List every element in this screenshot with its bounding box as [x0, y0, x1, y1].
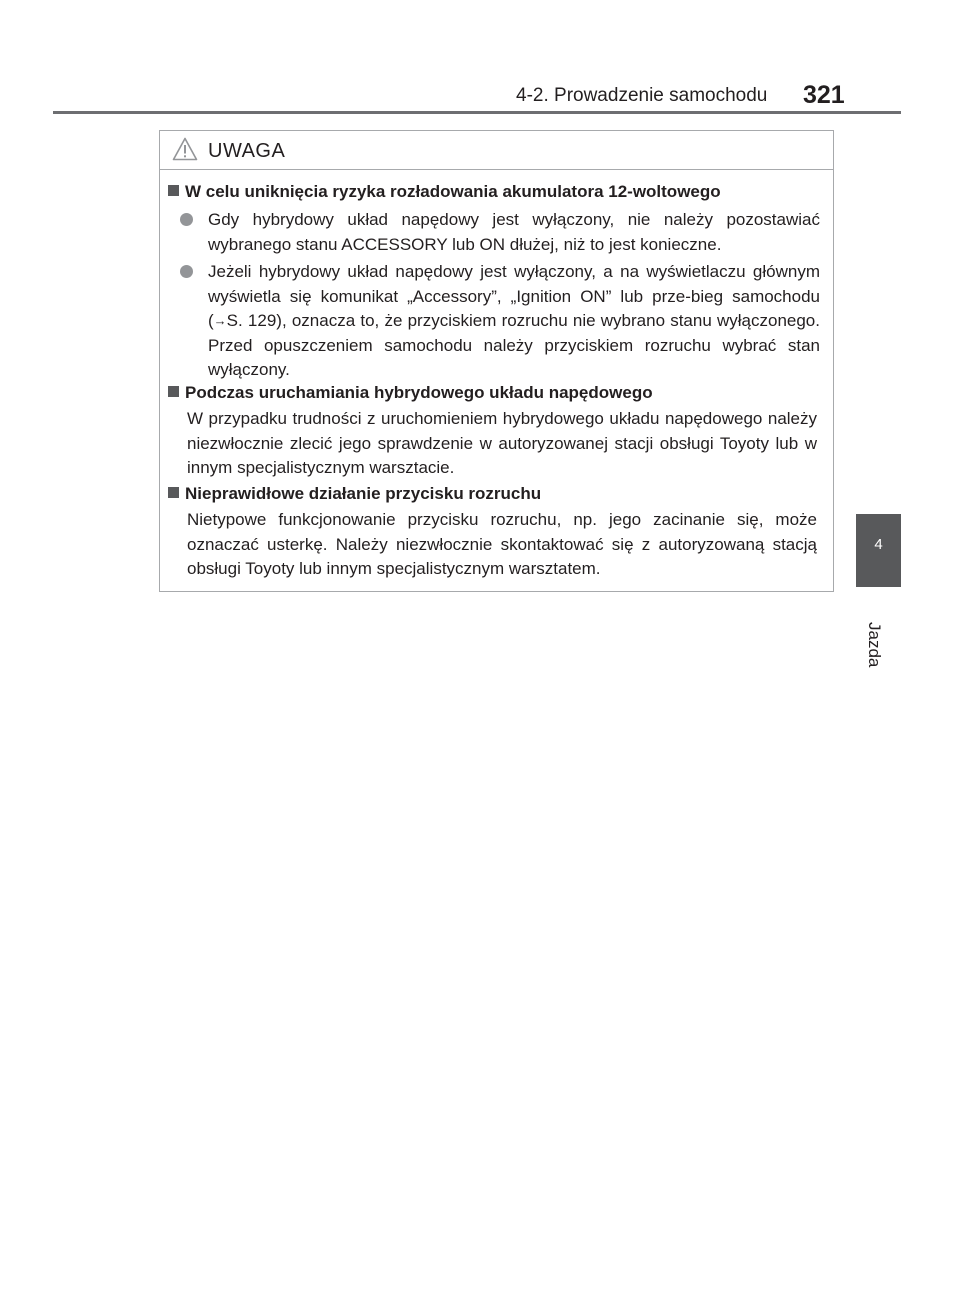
warning-header — [160, 131, 833, 170]
chapter-label: Jazda — [865, 622, 884, 668]
section-title: 4-2. Prowadzenie samochodu — [516, 85, 768, 106]
arrow-right-icon: → — [213, 313, 227, 328]
header-rule — [53, 111, 901, 114]
square-bullet-icon — [168, 487, 179, 498]
bullet-text: Gdy hybrydowy układ napędowy jest wyłączony, nie należy pozostawiać wybranego stanu ACCESSORY lub ON dłużej, niż to jest konieczne. — [208, 210, 820, 254]
list-item — [180, 260, 820, 383]
section-heading: W celu uniknięcia ryzyka rozładowania akumulatora 12-woltowego — [168, 181, 721, 203]
warning-triangle-icon — [172, 137, 198, 161]
warning-box — [159, 130, 834, 592]
section-heading: Podczas uruchamiania hybrydowego układu napędowego — [168, 382, 653, 404]
section-text: Nietypowe funkcjonowanie przycisku rozruchu, np. jego zacinanie się, może oznaczać usterkę. Należy niezwłocznie skontaktować się z autoryzowaną stacją obsługi Toyoty lub innym specjalistycznym warsztatem. — [187, 510, 817, 578]
bullet-text: Jeżeli hybrydowy układ napędowy jest wyłączony, a na wyświetlaczu głównym wyświetla się komunikat „Accessory”, „Ignition ON” lub prze-bieg samochodu (→S. 129), oznacza to, że przyciskiem rozruchu nie wybrano stanu wyłączonego. Przed opuszczeniem samochodu należy przyciskiem rozruchu wybrać stan wyłączony. — [208, 262, 820, 379]
square-bullet-icon — [168, 185, 179, 196]
round-bullet-icon — [180, 265, 193, 278]
warning-title: UWAGA — [208, 140, 286, 162]
square-bullet-icon — [168, 386, 179, 397]
chapter-tab — [856, 514, 901, 587]
list-item — [180, 208, 820, 257]
chapter-number: 4 — [874, 536, 883, 553]
section-text: W przypadku trudności z uruchomieniem hybrydowego układu napędowego należy niezwłocznie zlecić jego sprawdzenie w autoryzowanej stacji obsługi Toyoty lub w innym specjalistycznym warsztacie. — [187, 409, 817, 477]
section-heading: Nieprawidłowe działanie przycisku rozruchu — [168, 483, 541, 505]
round-bullet-icon — [180, 213, 193, 226]
page-number: 321 — [803, 81, 845, 109]
